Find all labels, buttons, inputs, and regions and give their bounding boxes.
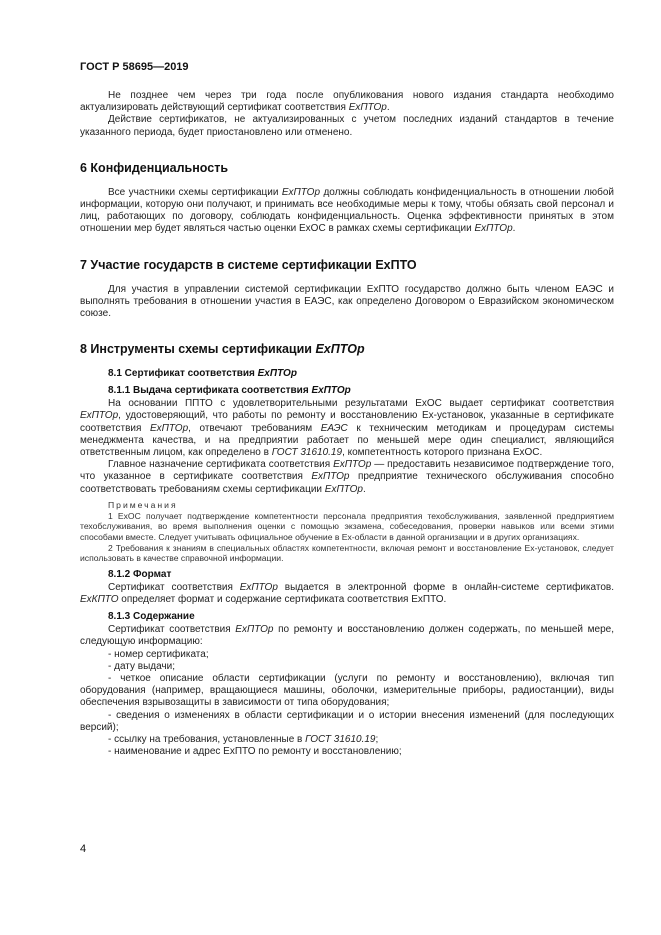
subsection-8-1-3-heading: 8.1.3 Содержание xyxy=(108,611,195,623)
note-2: 2 Требования к знаниям в специальных областях компетентности, включая ремонт и восстановление Ex-установок, следует использовать в качестве справочной информации. xyxy=(80,542,614,564)
list-item: - сведения о изменениях в области сертификации и о истории внесения изменений (для последующих версий); xyxy=(80,709,614,733)
list-item: - ссылку на требования, установленные в ГОСТ 31610.19; xyxy=(108,734,379,746)
section-6-paragraph: Все участники схемы сертификации ExПТОр должны соблюдать конфиденциальность в отношении любой информации, которую они получают, и принимать все необходимые меры к тому, чтобы обязать свой персонал и лиц, работающих по договору, соблюдать конфиденциальность. Оценка эффективности принятых в этом отношении мер будет являться частью оценки ExОС в рамках схемы сертификации ExПТОр. xyxy=(80,186,614,235)
subsection-8-1-2-heading: 8.1.2 Формат xyxy=(108,568,172,580)
list-item: - дату выдачи; xyxy=(108,660,176,672)
list-item: - номер сертификата; xyxy=(108,648,209,660)
note-1: 1 ExОС получает подтверждение компетентности персонала предприятия техобслуживания, заявленной предприятием техобслуживания, во время выполнения оценки с помощью экзамена, собеседования, проверки навыков или всеми этими способами вместе. Следует учитывать официальное обучение в Ex-области в данной организации и в других организациях. xyxy=(80,510,614,543)
subsection-8-1-1-heading: 8.1.1 Выдача сертификата соответствия ExПТОр xyxy=(108,385,351,397)
standard-header: ГОСТ Р 58695—2019 xyxy=(80,61,189,73)
section-8-1-3-paragraph: Сертификат соответствия ExПТОр по ремонту и восстановлению должен содержать, по меньшей мере, следующую информацию: xyxy=(80,624,614,648)
section-8-1-1-paragraph-1: На основании ППТО с удовлетворительными результатами ExОС выдает сертификат соответствия ExПТОр, удостоверяющий, что работы по ремонту и восстановлению Ex-установок, указанные в сертификате соответствия ExПТОр, отвечают требованиям ЕАЭС к техническим методикам и процедурам системы менеджмента качества, и на предприятии работает по меньшей мере один специалист, являющийся ответственным лицом, как определено в ГОСТ 31610.19, компетентность которого признана ExОС. xyxy=(80,398,615,459)
section-8-1-2-paragraph: Сертификат соответствия ExПТОр выдается в электронной форме в онлайн-системе сертификатов. ExКПТО определяет формат и содержание сертификата соответствия ExПТО. xyxy=(80,581,614,606)
list-item: - четкое описание области сертификации (услуги по ремонту и восстановлению), включая тип оборудования (например, вращающиеся машины, оболочки, измерительные приборы, радиостанции), виды обеспечения взрывозащиты в зависимости от типа оборудования; xyxy=(80,673,614,709)
intro-paragraph-1: Не позднее чем через три года после опубликования нового издания стандарта необходимо актуализировать действующий сертификат соответствия ExПТОр. xyxy=(80,90,614,114)
notes-title: Примечания xyxy=(108,499,178,510)
section-7-paragraph: Для участия в управлении системой сертификации ExПТО государство должно быть членом ЕАЭС и выполнять требования в отношении участия в ЕАЭС, как определено Договором о Евразийском экономическом союзе. xyxy=(80,283,614,320)
list-item: - наименование и адрес ExПТО по ремонту и восстановлению; xyxy=(108,746,402,758)
intro-paragraph-2: Действие сертификатов, не актуализированных с учетом последних изданий стандартов в течение указанного периода, будет приостановлено или отменено. xyxy=(80,114,614,138)
page-content xyxy=(80,90,614,758)
section-8-1-1-paragraph-2: Главное назначение сертификата соответствия ExПТОр — предоставить независимое подтверждение того, что указанное в сертификате соответствия ExПТОр предприятие технического обслуживания способно соответствовать требованиям схемы сертификации ExПТОр. xyxy=(80,459,614,495)
section-8-heading: 8 Инструменты схемы сертификации ExПТОр xyxy=(80,342,365,357)
section-6-heading: 6 Конфиденциальность xyxy=(80,160,229,175)
subsection-8-1-heading: 8.1 Сертификат соответствия ExПТОр xyxy=(108,368,297,380)
page-number: 4 xyxy=(80,843,87,855)
section-7-heading: 7 Участие государств в системе сертификации ExПТО xyxy=(80,257,417,272)
